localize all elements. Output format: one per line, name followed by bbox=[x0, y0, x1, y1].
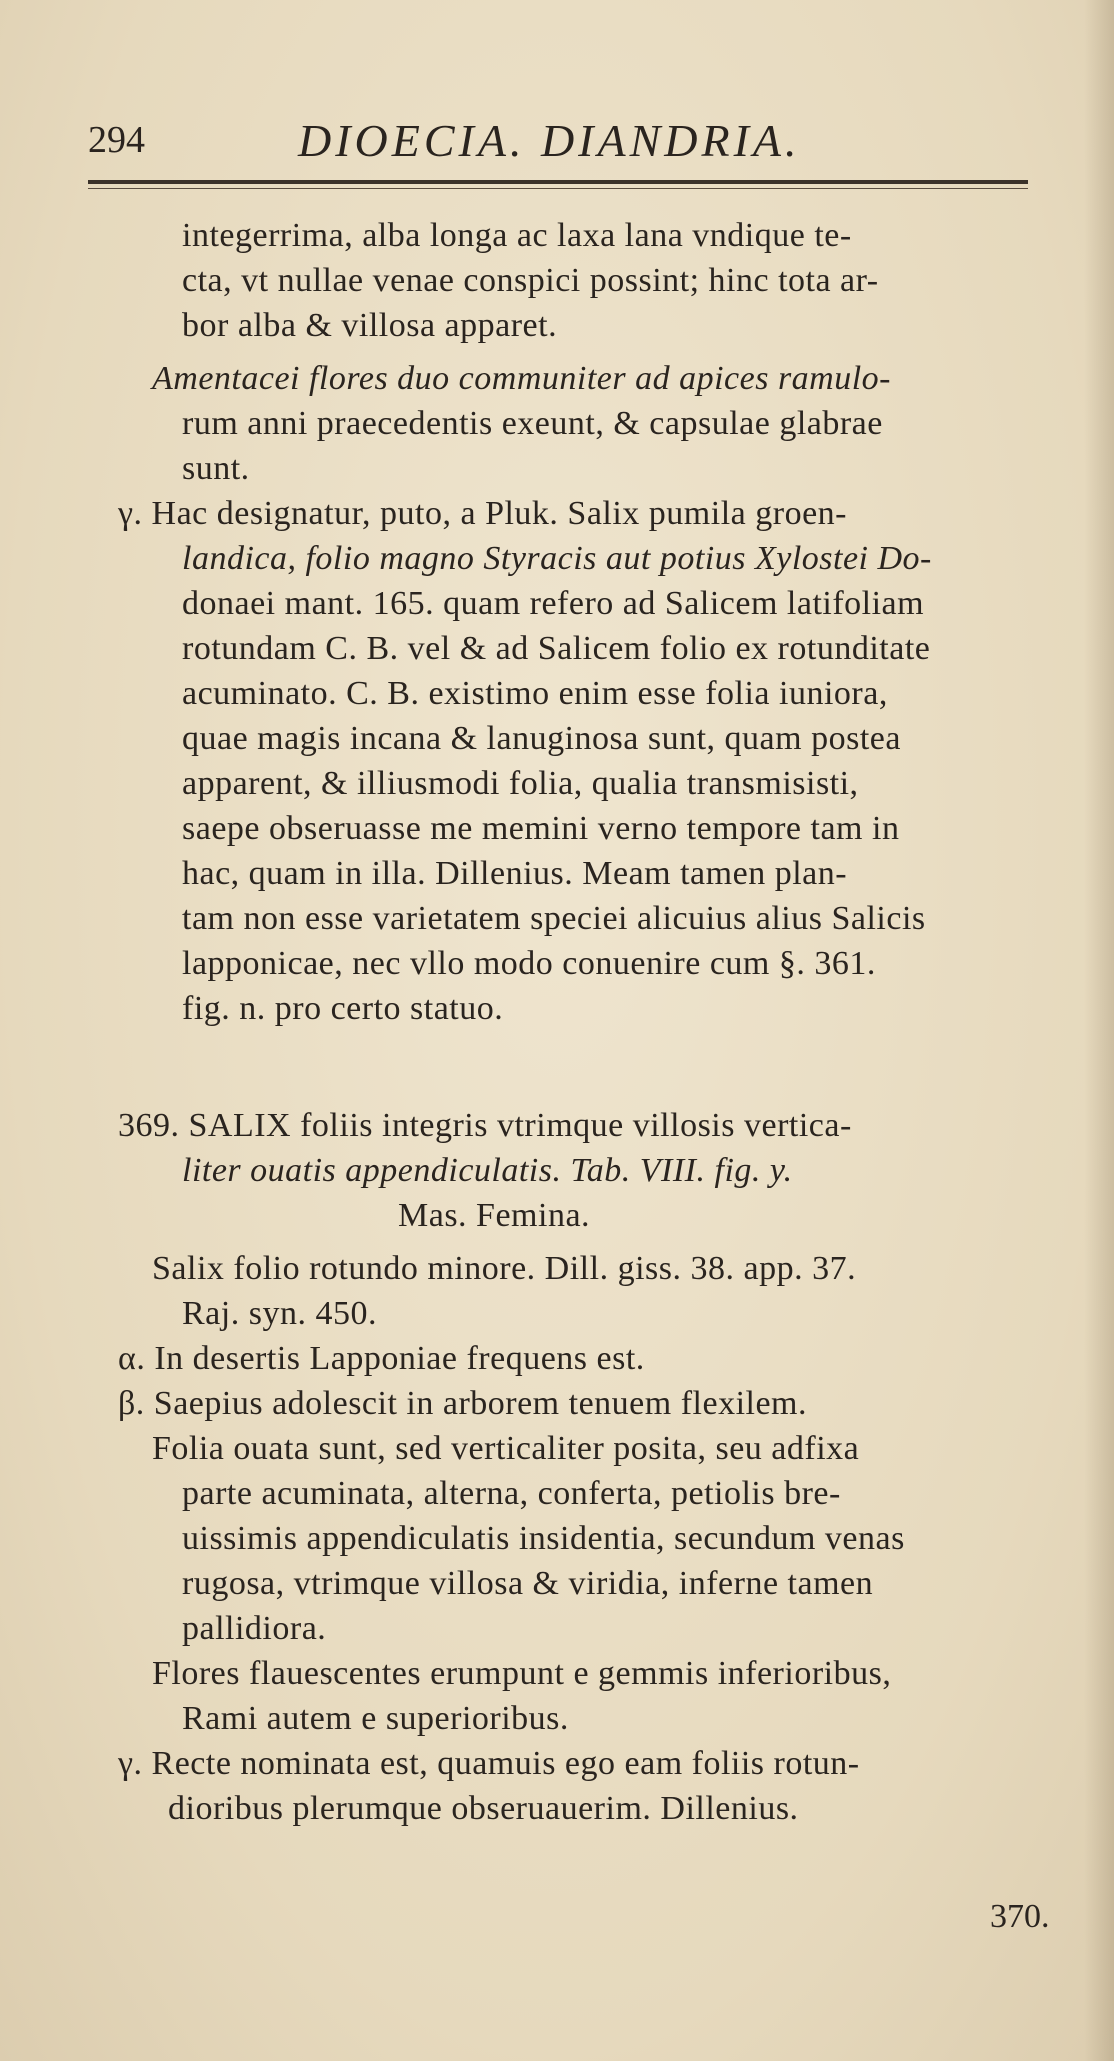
text-line: apparent, & illiusmodi folia, qualia transmisisti, bbox=[182, 765, 859, 802]
text-line: bor alba & villosa apparet. bbox=[182, 307, 558, 344]
text-line: integerrima, alba longa ac laxa lana vndique te- bbox=[182, 217, 852, 254]
text-line: 369. SALIX foliis integris vtrimque villosis vertica- bbox=[118, 1107, 852, 1144]
text-line: α. In desertis Lapponiae frequens est. bbox=[118, 1340, 645, 1377]
catchword: 370. bbox=[990, 1898, 1050, 1935]
text-line: hac, quam in illa. Dillenius. Meam tamen plan- bbox=[182, 855, 848, 892]
page-edge-shadow bbox=[1084, 0, 1114, 2061]
text-line: Rami autem e superioribus. bbox=[182, 1700, 569, 1737]
text-line: rotundam C. B. vel & ad Salicem folio ex rotunditate bbox=[182, 630, 931, 667]
text-line: quae magis incana & lanuginosa sunt, quam postea bbox=[182, 720, 901, 757]
running-head: DIOECIA. DIANDRIA. bbox=[298, 115, 801, 166]
text-line: fig. n. pro certo statuo. bbox=[182, 990, 504, 1027]
text-line: Salix folio rotundo minore. Dill. giss. 38. app. 37. bbox=[152, 1250, 857, 1287]
text-line: sunt. bbox=[182, 450, 250, 487]
text-line: Amentacei flores duo communiter ad apices ramulo- bbox=[152, 360, 891, 397]
text-line: lapponicae, nec vllo modo conuenire cum §. 361. bbox=[182, 945, 876, 982]
text-line: saepe obseruasse me memini verno tempore tam in bbox=[182, 810, 900, 847]
text-line: acuminato. C. B. existimo enim esse folia iuniora, bbox=[182, 675, 888, 712]
text-line: landica, folio magno Styracis aut potius Xylostei Do- bbox=[182, 540, 932, 577]
text-line: Flores flauescentes erumpunt e gemmis inferioribus, bbox=[152, 1655, 892, 1692]
page-number: 294 bbox=[88, 119, 145, 161]
text-line: donaei mant. 165. quam refero ad Salicem latifoliam bbox=[182, 585, 925, 622]
text-line: liter ouatis appendiculatis. Tab. VIII. fig. y. bbox=[182, 1152, 793, 1189]
header-rule bbox=[88, 180, 1028, 184]
header-rule-thin bbox=[88, 188, 1028, 189]
page-header bbox=[88, 115, 1028, 178]
text-line: Mas. Femina. bbox=[398, 1197, 591, 1234]
text-line: γ. Recte nominata est, quamuis ego eam foliis rotun- bbox=[118, 1745, 860, 1782]
text-line: parte acuminata, alterna, conferta, petiolis bre- bbox=[182, 1475, 841, 1512]
text-line: dioribus plerumque obseruauerim. Dillenius. bbox=[168, 1790, 799, 1827]
text-line: γ. Hac designatur, puto, a Pluk. Salix pumila groen- bbox=[118, 495, 847, 532]
text-line: Raj. syn. 450. bbox=[182, 1295, 377, 1332]
text-line: β. Saepius adolescit in arborem tenuem flexilem. bbox=[118, 1385, 807, 1422]
text-line: rugosa, vtrimque villosa & viridia, inferne tamen bbox=[182, 1565, 874, 1602]
text-line: pallidiora. bbox=[182, 1610, 327, 1647]
text-line: tam non esse varietatem speciei alicuius alius Salicis bbox=[182, 900, 926, 937]
text-line: Folia ouata sunt, sed verticaliter posita, seu adfixa bbox=[152, 1430, 860, 1467]
text-line: cta, vt nullae venae conspici possint; hinc tota ar- bbox=[182, 262, 879, 299]
text-line: rum anni praecedentis exeunt, & capsulae glabrae bbox=[182, 405, 883, 442]
text-line: uissimis appendiculatis insidentia, secundum venas bbox=[182, 1520, 905, 1557]
